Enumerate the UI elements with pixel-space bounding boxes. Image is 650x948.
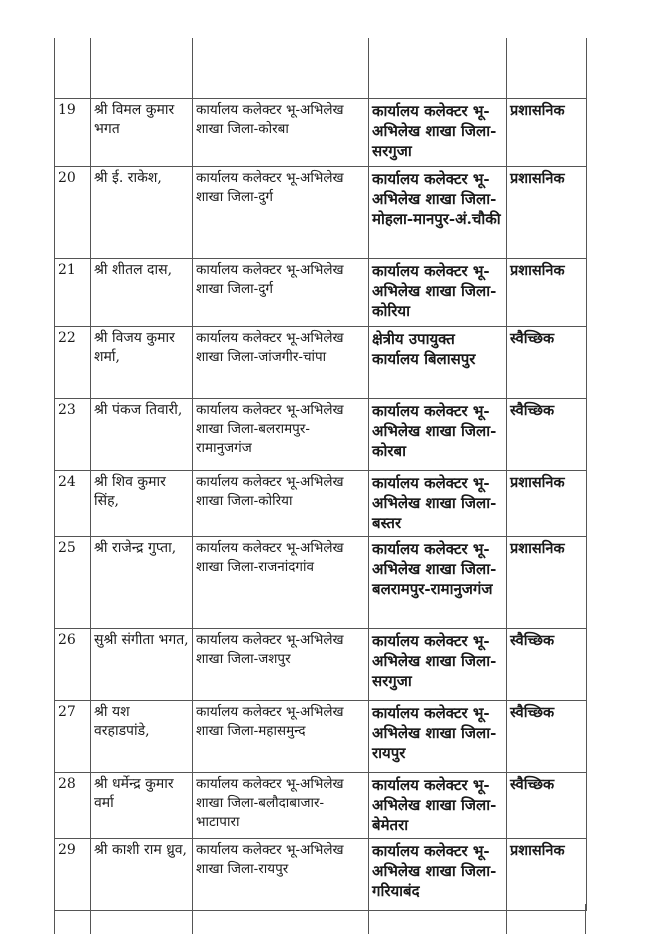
transfer-type-cell: स्वैच्छिक	[507, 327, 587, 399]
blank-cell	[91, 38, 193, 99]
new-posting-cell: कार्यालय कलेक्टर भू-अभिलेख शाखा जिला-सरगुजा	[369, 629, 507, 701]
table-row	[55, 259, 587, 327]
transfer-table-sheet	[54, 38, 586, 911]
current-posting-cell: कार्यालय कलेक्टर भू-अभिलेख शाखा जिला-महासमुन्द	[193, 701, 369, 773]
new-posting-cell: कार्यालय कलेक्टर भू-अभिलेख शाखा जिला-मोहला-मानपुर-अं.चौकी	[369, 167, 507, 259]
current-posting-cell: कार्यालय कलेक्टर भू-अभिलेख शाखा जिला-जांजगीर-चांपा	[193, 327, 369, 399]
current-posting-cell: कार्यालय कलेक्टर भू-अभिलेख शाखा जिला-दुर्ग	[193, 259, 369, 327]
serial-number-cell: 19	[55, 99, 91, 167]
table-row	[55, 399, 587, 471]
table-row	[55, 701, 587, 773]
serial-number-cell: 21	[55, 259, 91, 327]
table-row	[55, 839, 587, 911]
new-posting-cell: कार्यालय कलेक्टर भू-अभिलेख शाखा जिला-गरियाबंद	[369, 839, 507, 911]
transfer-type-cell: स्वैच्छिक	[507, 773, 587, 839]
transfer-type-cell: प्रशासनिक	[507, 259, 587, 327]
serial-number-cell: 28	[55, 773, 91, 839]
employee-name-cell: श्री विमल कुमार भगत	[91, 99, 193, 167]
table-row	[55, 537, 587, 629]
employee-name-cell: सुश्री संगीता भगत,	[91, 629, 193, 701]
blank-cell	[369, 38, 507, 99]
employee-name-cell: श्री शीतल दास,	[91, 259, 193, 327]
table-row	[55, 629, 587, 701]
transfer-type-cell: स्वैच्छिक	[507, 701, 587, 773]
new-posting-cell: कार्यालय कलेक्टर भू-अभिलेख शाखा जिला-सरगुजा	[369, 99, 507, 167]
current-posting-cell: कार्यालय कलेक्टर भू-अभिलेख शाखा जिला-राजनांदगांव	[193, 537, 369, 629]
table-row	[55, 327, 587, 399]
table-row	[55, 167, 587, 259]
employee-name-cell: श्री काशी राम ध्रुव,	[91, 839, 193, 911]
current-posting-cell: कार्यालय कलेक्टर भू-अभिलेख शाखा जिला-जशपुर	[193, 629, 369, 701]
new-posting-cell: कार्यालय कलेक्टर भू-अभिलेख शाखा जिला-बस्तर	[369, 471, 507, 537]
current-posting-cell: कार्यालय कलेक्टर भू-अभिलेख शाखा जिला-बलौदाबाजार-भाटापारा	[193, 773, 369, 839]
new-posting-cell: कार्यालय कलेक्टर भू-अभिलेख शाखा जिला-रायपुर	[369, 701, 507, 773]
new-posting-cell: कार्यालय कलेक्टर भू-अभिलेख शाखा जिला-कोरिया	[369, 259, 507, 327]
table-continuation-stub	[54, 904, 586, 934]
new-posting-cell: क्षेत्रीय उपायुक्त कार्यालय बिलासपुर	[369, 327, 507, 399]
transfer-type-cell: प्रशासनिक	[507, 167, 587, 259]
new-posting-cell: कार्यालय कलेक्टर भू-अभिलेख शाखा जिला-बेमेतरा	[369, 773, 507, 839]
table-row	[55, 773, 587, 839]
transfer-type-cell: प्रशासनिक	[507, 99, 587, 167]
table-row	[55, 471, 587, 537]
current-posting-cell: कार्यालय कलेक्टर भू-अभिलेख शाखा जिला-रायपुर	[193, 839, 369, 911]
current-posting-cell: कार्यालय कलेक्टर भू-अभिलेख शाखा जिला-बलरामपुर-रामानुजगंज	[193, 399, 369, 471]
employee-name-cell: श्री धर्मेन्द्र कुमार वर्मा	[91, 773, 193, 839]
employee-name-cell: श्री पंकज तिवारी,	[91, 399, 193, 471]
transfer-type-cell: प्रशासनिक	[507, 537, 587, 629]
serial-number-cell: 24	[55, 471, 91, 537]
serial-number-cell: 29	[55, 839, 91, 911]
serial-number-cell: 26	[55, 629, 91, 701]
transfer-type-cell: स्वैच्छिक	[507, 629, 587, 701]
blank-cell	[193, 38, 369, 99]
transfer-type-cell: प्रशासनिक	[507, 471, 587, 537]
serial-number-cell: 23	[55, 399, 91, 471]
employee-name-cell: श्री राजेन्द्र गुप्ता,	[91, 537, 193, 629]
transfer-type-cell: प्रशासनिक	[507, 839, 587, 911]
current-posting-cell: कार्यालय कलेक्टर भू-अभिलेख शाखा जिला-कोरिया	[193, 471, 369, 537]
current-posting-cell: कार्यालय कलेक्टर भू-अभिलेख शाखा जिला-दुर्ग	[193, 167, 369, 259]
transfer-type-cell: स्वैच्छिक	[507, 399, 587, 471]
serial-number-cell: 20	[55, 167, 91, 259]
employee-name-cell: श्री ई. राकेश,	[91, 167, 193, 259]
continuation-row	[55, 38, 587, 99]
blank-cell	[55, 38, 91, 99]
table-row	[55, 99, 587, 167]
serial-number-cell: 22	[55, 327, 91, 399]
current-posting-cell: कार्यालय कलेक्टर भू-अभिलेख शाखा जिला-कोरबा	[193, 99, 369, 167]
employee-name-cell: श्री शिव कुमार सिंह,	[91, 471, 193, 537]
new-posting-cell: कार्यालय कलेक्टर भू-अभिलेख शाखा जिला-बलरामपुर-रामानुजगंज	[369, 537, 507, 629]
blank-cell	[507, 38, 587, 99]
new-posting-cell: कार्यालय कलेक्टर भू-अभिलेख शाखा जिला-कोरबा	[369, 399, 507, 471]
transfer-table	[54, 38, 587, 911]
serial-number-cell: 27	[55, 701, 91, 773]
table-body	[55, 38, 587, 911]
employee-name-cell: श्री विजय कुमार शर्मा,	[91, 327, 193, 399]
serial-number-cell: 25	[55, 537, 91, 629]
employee-name-cell: श्री यश वरहाडपांडे,	[91, 701, 193, 773]
